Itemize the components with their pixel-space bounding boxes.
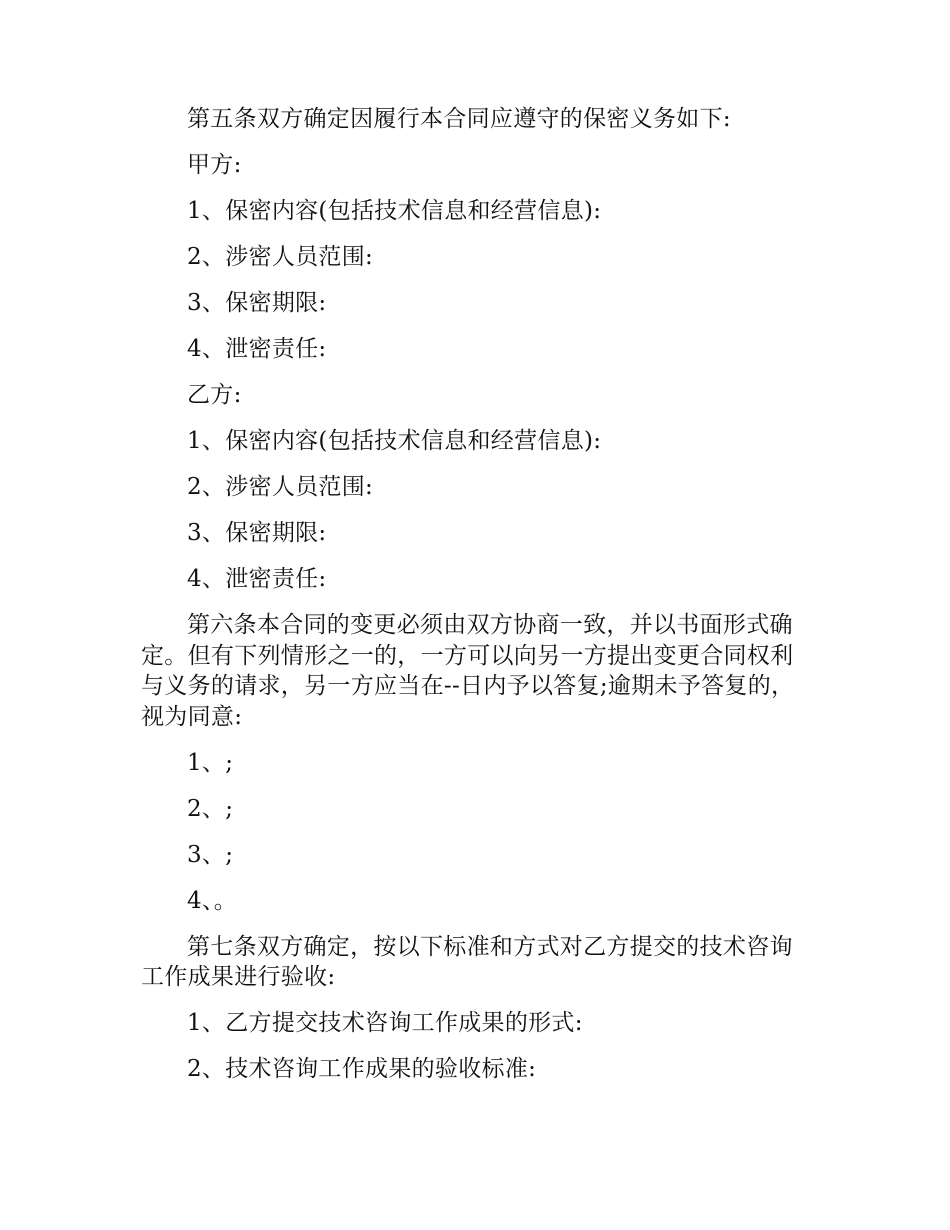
document-body (141, 104, 809, 1100)
party-a-item-1: 1、保密内容(包括技术信息和经营信息): (187, 198, 602, 224)
party-b-item-2: 2、涉密人员范围: (187, 474, 374, 500)
party-b-item-4: 4、泄密责任: (187, 566, 327, 592)
party-a-label: 甲方: (187, 152, 242, 178)
article-7-paragraph: 第七条双方确定，按以下标准和方式对乙方提交的技术咨询工作成果进行验收: (141, 933, 793, 990)
party-a-item-4: 4、泄密责任: (187, 336, 327, 362)
party-a-item-2: 2、涉密人员范围: (187, 244, 374, 270)
article-6-item-3: 3、; (187, 841, 234, 868)
article-6-item-2: 2、; (187, 795, 234, 822)
article-6-item-4: 4、。 (187, 887, 238, 914)
party-b-item-3: 3、保密期限: (187, 520, 327, 546)
article-7-item-1: 1、乙方提交技术咨询工作成果的形式: (187, 1010, 583, 1036)
party-b-item-1: 1、保密内容(包括技术信息和经营信息): (187, 428, 602, 454)
article-5-heading: 第五条双方确定因履行本合同应遵守的保密义务如下: (187, 106, 731, 132)
article-6-paragraph: 第六条本合同的变更必须由双方协商一致，并以书面形式确定。但有下列情形之一的，一方可以向另一方提出变更合同权利与义务的请求，另一方应当在--日内予以答复;逾期未予答复的，视为同意: (141, 612, 795, 730)
party-b-label: 乙方: (187, 382, 242, 408)
article-7-item-2: 2、技术咨询工作成果的验收标准: (187, 1056, 537, 1082)
article-6-item-1: 1、; (187, 749, 234, 776)
party-a-item-3: 3、保密期限: (187, 290, 327, 316)
